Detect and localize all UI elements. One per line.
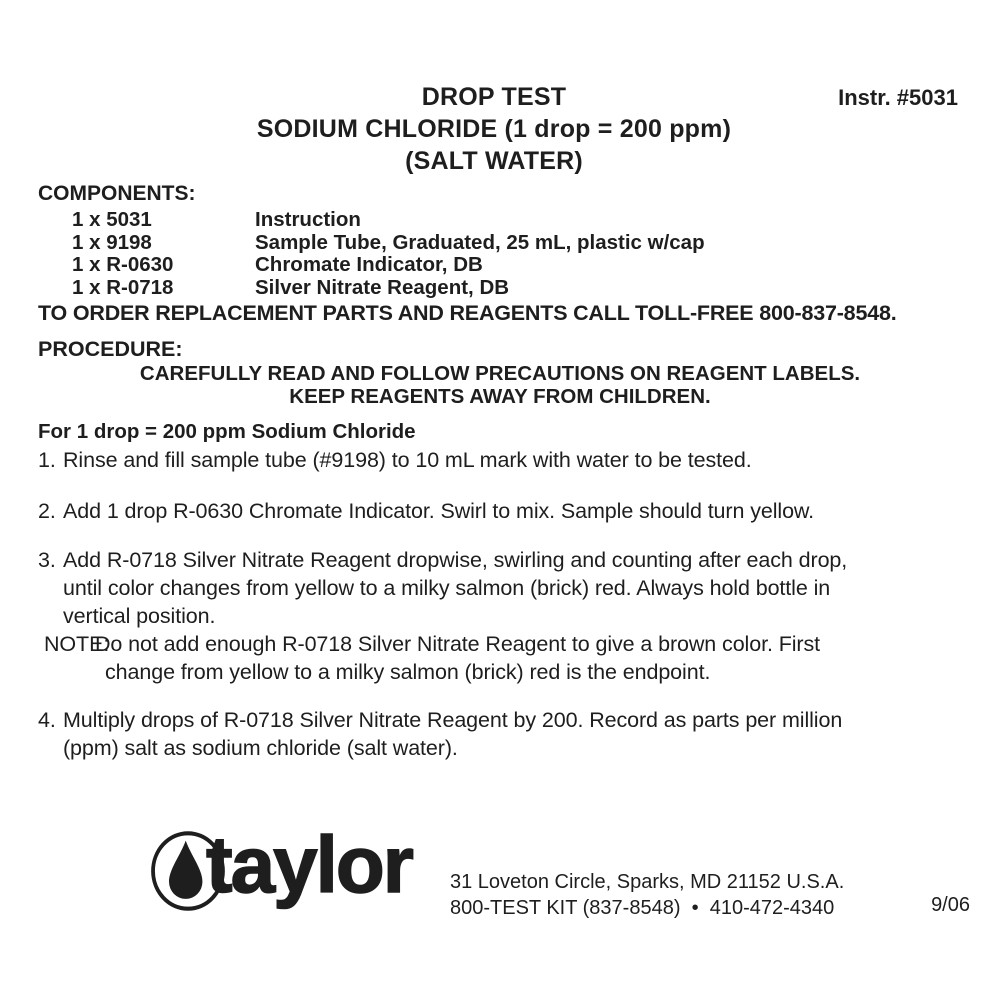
step-line: Add R-0718 Silver Nitrate Reagent dropwise, swirling and counting after each drop, xyxy=(63,548,848,572)
step-number: 3. xyxy=(38,548,56,572)
component-row xyxy=(38,277,958,300)
step-line: until color changes from yellow to a milky salmon (brick) red. Always hold bottle in xyxy=(63,576,831,600)
components-heading: COMPONENTS: xyxy=(38,182,196,205)
step-line: Add 1 drop R-0630 Chromate Indicator. Swirl to mix. Sample should turn yellow. xyxy=(63,499,815,523)
title-line-drop-test: DROP TEST xyxy=(421,83,567,111)
water-drop-icon xyxy=(169,841,202,899)
step-4 xyxy=(38,706,973,762)
step-line: (ppm) salt as sodium chloride (salt water). xyxy=(63,736,458,760)
step-number: 4. xyxy=(38,708,56,732)
component-qty: 1 x 5031 xyxy=(72,208,152,231)
title-line-sodium-chloride: SODIUM CHLORIDE (1 drop = 200 ppm) xyxy=(256,115,732,143)
procedure-heading: PROCEDURE: xyxy=(38,337,183,361)
component-qty: 1 x R-0718 xyxy=(72,275,174,299)
component-desc: Chromate Indicator, DB xyxy=(255,253,483,276)
step-number: 2. xyxy=(38,499,56,523)
step-2 xyxy=(38,497,973,525)
footer-contact-block xyxy=(450,869,844,921)
brand-wordmark: taylor xyxy=(206,820,412,909)
components-table xyxy=(38,209,958,299)
revision-date: 9/06 xyxy=(931,894,970,916)
order-replacement-notice: TO ORDER REPLACEMENT PARTS AND REAGENTS CALL TOLL-FREE 800-837-8548. xyxy=(38,301,897,325)
step-line: Rinse and fill sample tube (#9198) to 10 mL mark with water to be tested. xyxy=(63,448,752,472)
step-line: Multiply drops of R-0718 Silver Nitrate Reagent by 200. Record as parts per million xyxy=(63,708,843,732)
step-1 xyxy=(38,446,973,474)
step-3 xyxy=(38,546,973,630)
reagent-warning xyxy=(0,362,1000,408)
warning-line: CAREFULLY READ AND FOLLOW PRECAUTIONS ON REAGENT LABELS. xyxy=(139,362,861,385)
component-qty: 1 x 9198 xyxy=(72,230,152,254)
component-desc: Instruction xyxy=(255,208,361,231)
footer-phone-line: 800-TEST KIT (837-8548) • 410-472-4340 xyxy=(450,897,835,919)
procedure-subheading: For 1 drop = 200 ppm Sodium Chloride xyxy=(38,420,416,443)
title-line-salt-water: (SALT WATER) xyxy=(405,147,583,175)
component-desc: Silver Nitrate Reagent, DB xyxy=(255,275,510,299)
note-line: change from yellow to a milky salmon (brick) red is the endpoint. xyxy=(105,660,711,684)
step-number: 1. xyxy=(38,448,56,472)
component-row xyxy=(38,209,958,232)
note-line: Do not add enough R-0718 Silver Nitrate Reagent to give a brown color. First xyxy=(95,632,820,656)
component-qty: 1 x R-0630 xyxy=(72,253,174,276)
component-row xyxy=(38,232,958,255)
components-section xyxy=(38,181,958,299)
instruction-number: Instr. #5031 xyxy=(838,85,958,110)
warning-line: KEEP REAGENTS AWAY FROM CHILDREN. xyxy=(289,385,711,408)
procedure-note xyxy=(38,630,973,686)
component-desc: Sample Tube, Graduated, 25 mL, plastic w/cap xyxy=(255,230,705,254)
note-label: NOTE: xyxy=(44,632,110,656)
footer-address-line: 31 Loveton Circle, Sparks, MD 21152 U.S.A. xyxy=(450,871,845,893)
component-row xyxy=(38,254,958,277)
step-line: vertical position. xyxy=(63,604,216,628)
